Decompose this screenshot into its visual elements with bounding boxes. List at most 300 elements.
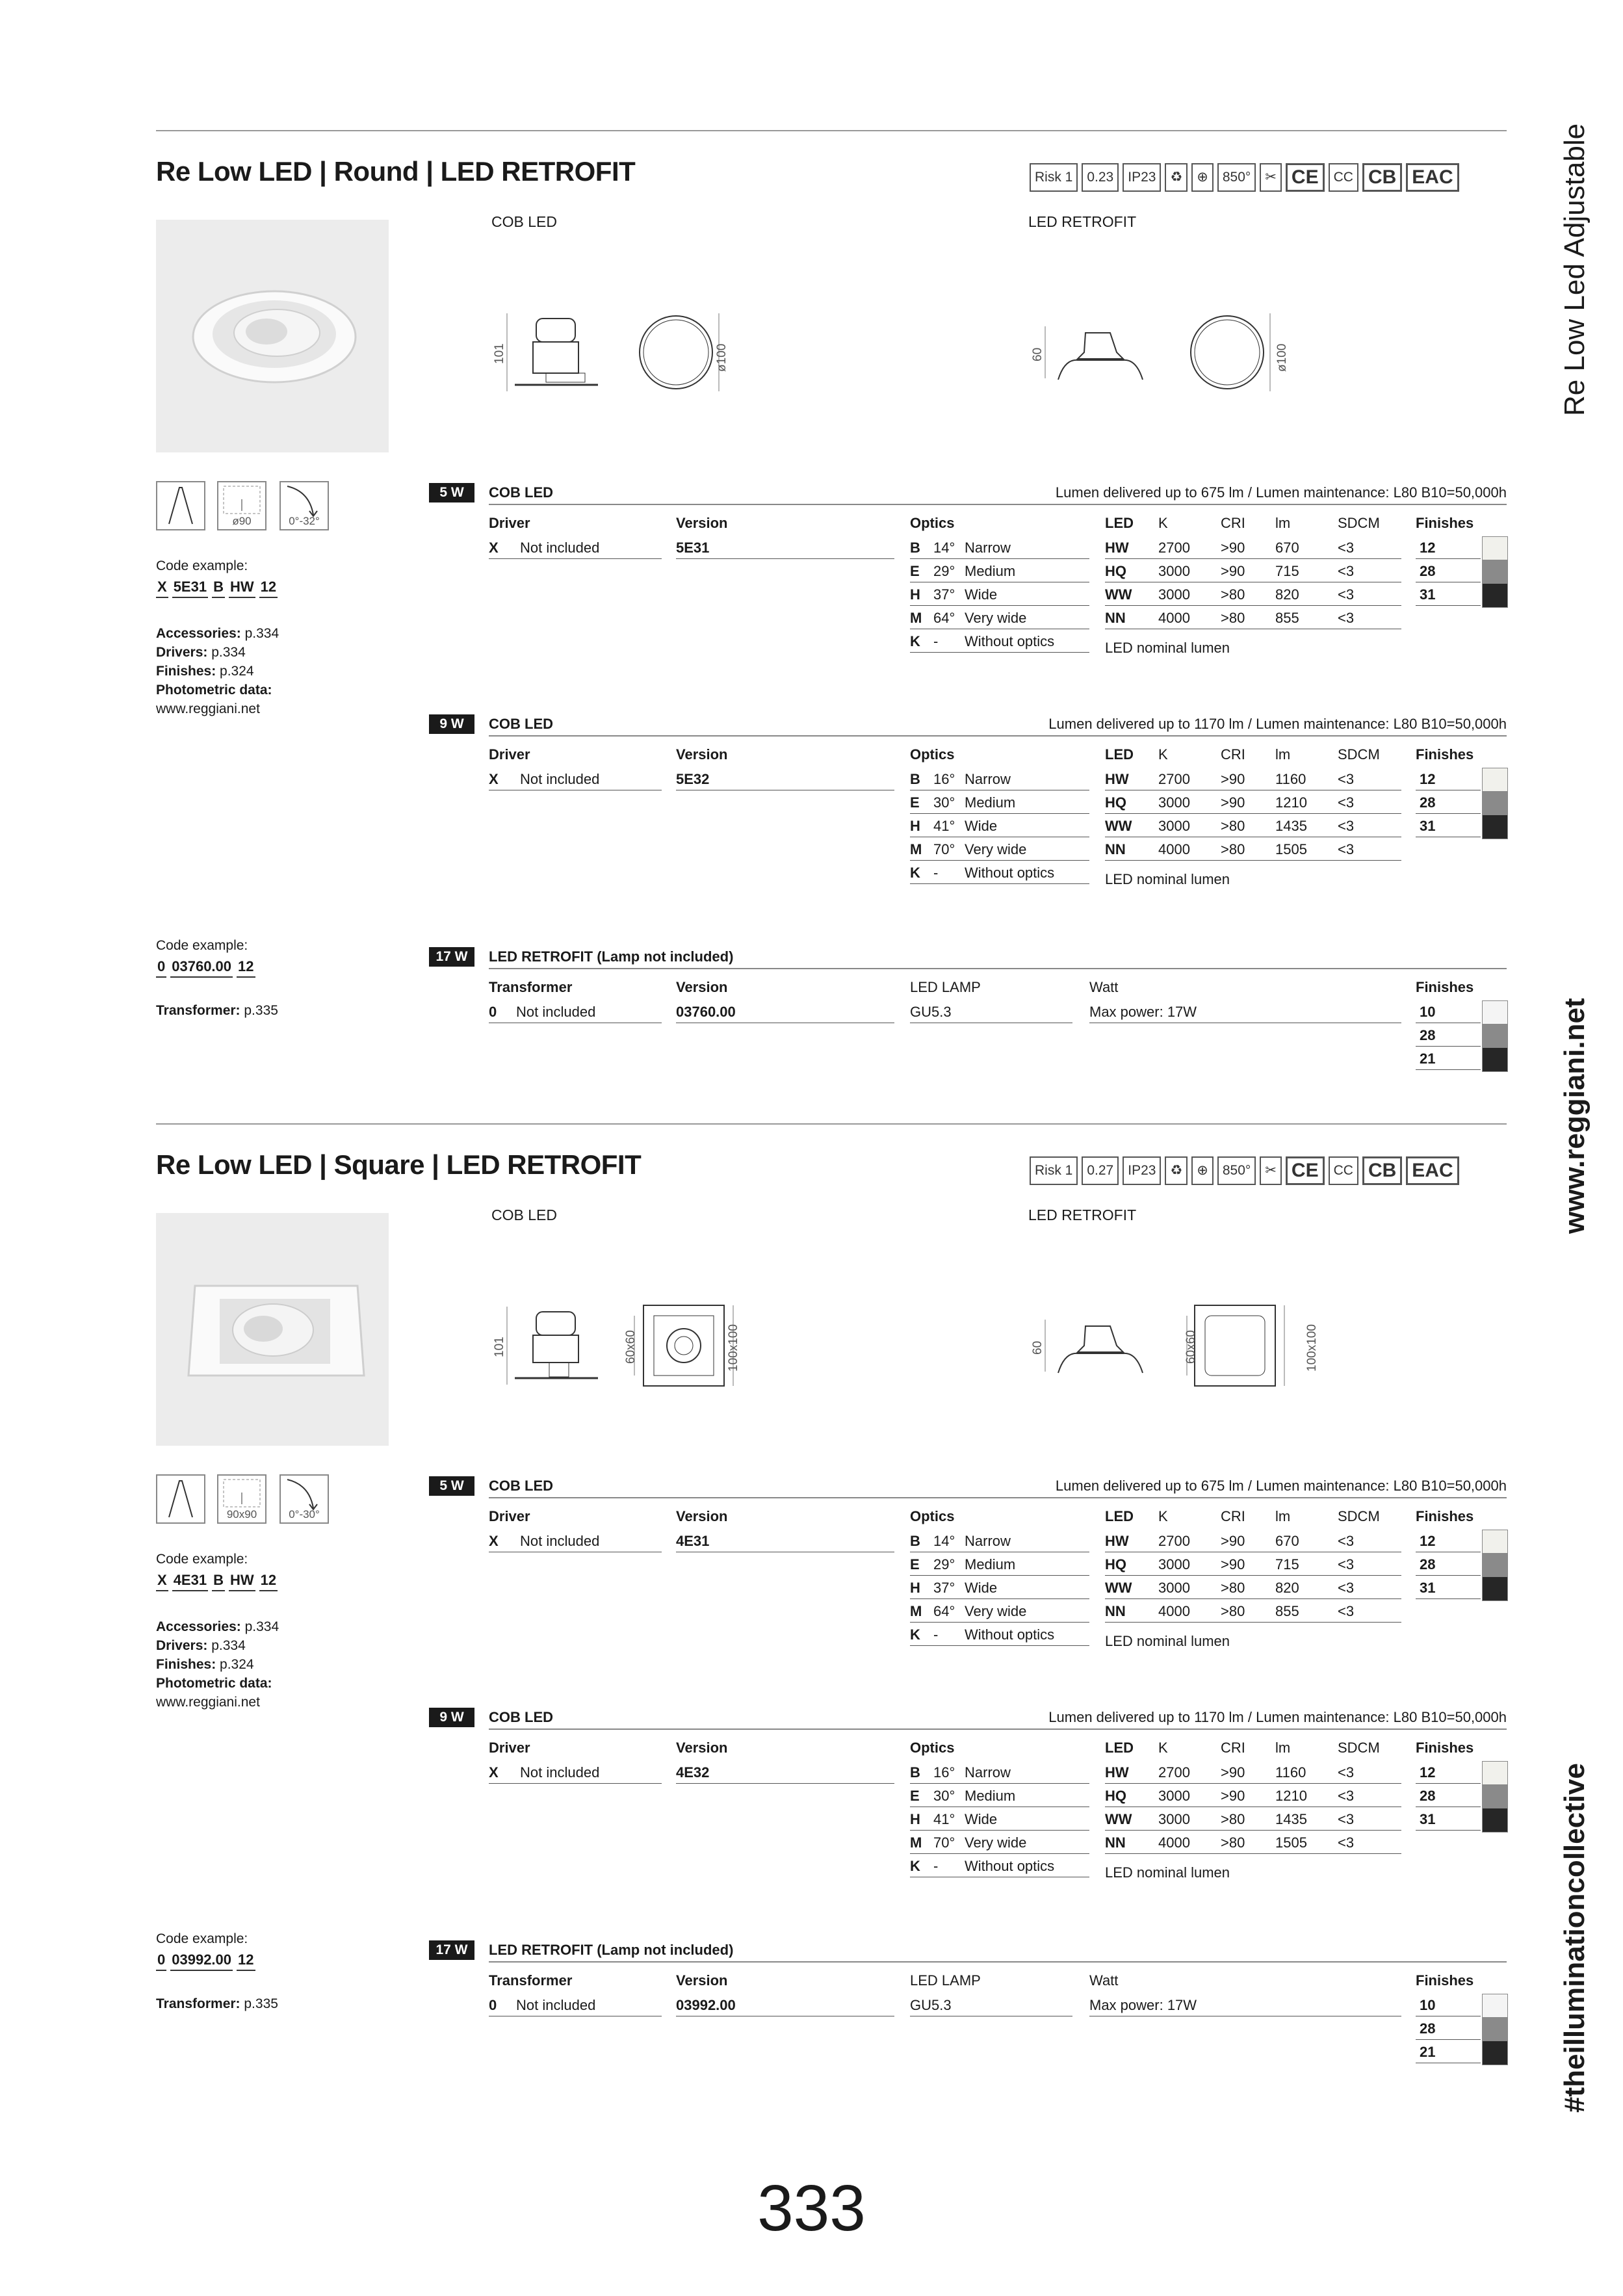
- dimension-label: 60x60: [1184, 1330, 1198, 1364]
- column-header: Optics: [910, 746, 955, 763]
- led-sdcm: <3: [1338, 1580, 1355, 1596]
- transformer-ref[interactable]: [156, 1994, 278, 2013]
- wattage-tag: 5 W: [429, 1476, 474, 1496]
- led-k: 3000: [1158, 563, 1190, 579]
- ref-page: p.324: [216, 1657, 254, 1672]
- code-segment: 12: [259, 1572, 278, 1591]
- column-header: Version: [676, 979, 728, 995]
- cutout-icon: [217, 481, 266, 530]
- led-k: 3000: [1158, 818, 1190, 834]
- row-line: [489, 558, 662, 559]
- section-divider: [156, 1123, 1507, 1125]
- led-nominal-note: LED nominal lumen: [1105, 640, 1230, 656]
- dimension-label: 60x60: [624, 1330, 638, 1364]
- led-lm: 1435: [1275, 818, 1307, 834]
- column-header: SDCM: [1338, 1740, 1380, 1756]
- ce-mark-icon: CE: [1286, 1156, 1325, 1185]
- column-header: Finishes: [1416, 1508, 1474, 1524]
- power-badge: 0.23: [1082, 163, 1119, 192]
- finish-swatch: [1482, 815, 1508, 839]
- led-lm: 715: [1275, 1556, 1299, 1572]
- led-sdcm: <3: [1338, 1556, 1355, 1572]
- ccc-icon: CC: [1329, 163, 1358, 192]
- finish-swatch: [1482, 583, 1508, 608]
- block-rule: [489, 1729, 1507, 1730]
- optic-name: Without optics: [965, 633, 1055, 649]
- icon-caption: 0°-32°: [289, 515, 320, 527]
- cb-mark-icon: CB: [1362, 163, 1402, 192]
- max-power: Max power: 17W: [1089, 1004, 1197, 1020]
- led-code: WW: [1105, 1811, 1132, 1827]
- column-header: Finishes: [1416, 1740, 1474, 1756]
- row-line: [1416, 1598, 1481, 1599]
- no-halogen-icon: ✂: [1260, 163, 1282, 192]
- led-sdcm: <3: [1338, 841, 1355, 857]
- ref-page: p.334: [207, 1638, 246, 1653]
- led-code: HW: [1105, 1764, 1129, 1781]
- row-line: [1416, 1069, 1481, 1070]
- drivers-ref[interactable]: [156, 643, 246, 662]
- optic-angle: 70°: [933, 841, 955, 857]
- optic-code: E: [910, 563, 920, 579]
- retrofit-drawing-label: LED RETROFIT: [1028, 213, 1137, 230]
- optic-angle: 64°: [933, 610, 955, 626]
- column-header: LED: [1105, 1508, 1134, 1524]
- column-header: K: [1158, 1508, 1168, 1524]
- led-cri: >80: [1221, 818, 1245, 834]
- block-type: COB LED: [489, 484, 553, 501]
- side-title-hashtag: #theilluminationcollective: [1559, 1763, 1591, 2113]
- led-k: 2700: [1158, 540, 1190, 556]
- driver-text: Not included: [520, 1764, 600, 1781]
- led-sdcm: <3: [1338, 818, 1355, 834]
- optic-name: Medium: [965, 794, 1016, 811]
- lamp-type: GU5.3: [910, 1004, 952, 1020]
- optic-name: Very wide: [965, 841, 1027, 857]
- ref-key: Accessories:: [156, 1619, 241, 1634]
- risk-badge: Risk 1: [1030, 163, 1078, 192]
- optic-code: K: [910, 633, 920, 649]
- optic-name: Narrow: [965, 1764, 1011, 1781]
- column-header: lm: [1275, 746, 1291, 763]
- led-nominal-note: LED nominal lumen: [1105, 1633, 1230, 1649]
- optic-angle: 29°: [933, 1556, 955, 1572]
- optic-code: M: [910, 841, 922, 857]
- led-sdcm: <3: [1338, 1834, 1355, 1851]
- led-cri: >90: [1221, 794, 1245, 811]
- block-type: COB LED: [489, 1709, 553, 1725]
- led-cri: >80: [1221, 1834, 1245, 1851]
- finish-swatch: [1482, 791, 1508, 816]
- led-k: 3000: [1158, 586, 1190, 603]
- version-code: 5E31: [676, 540, 710, 556]
- led-sdcm: <3: [1338, 1764, 1355, 1781]
- max-power: Max power: 17W: [1089, 1997, 1197, 2013]
- optic-code: H: [910, 1811, 920, 1827]
- optic-angle: 70°: [933, 1834, 955, 1851]
- wattage-tag: 9 W: [429, 714, 474, 734]
- row-line: [1105, 605, 1401, 606]
- row-line: [910, 860, 1089, 861]
- optic-angle: -: [933, 1626, 939, 1643]
- led-lm: 1210: [1275, 794, 1307, 811]
- code-example-title: Code example:: [156, 558, 248, 573]
- optic-angle: 64°: [933, 1603, 955, 1619]
- eac-mark-icon: EAC: [1406, 1156, 1459, 1185]
- code-example-title: Code example:: [156, 1552, 248, 1567]
- spotlight-illustration: [156, 1213, 389, 1446]
- led-cri: >80: [1221, 1811, 1245, 1827]
- lumen-note: Lumen delivered up to 675 lm / Lumen maintenance: L80 B10=50,000h: [1055, 1478, 1507, 1494]
- code-segment: HW: [229, 1572, 255, 1591]
- retrofit-code-example: [156, 958, 259, 978]
- optic-name: Wide: [965, 1580, 998, 1596]
- class-ii-icon: ⊕: [1191, 1156, 1214, 1185]
- dimension-label: 60: [1031, 347, 1045, 361]
- dimension-label: 101: [493, 1337, 506, 1357]
- column-header: lm: [1275, 515, 1291, 531]
- row-line: [1416, 605, 1481, 606]
- section-divider: [156, 130, 1507, 131]
- retrofit-technical-drawing: [1026, 1294, 1299, 1404]
- led-code: HW: [1105, 540, 1129, 556]
- column-header: SDCM: [1338, 746, 1380, 763]
- finish-code: 12: [1420, 1533, 1436, 1549]
- optic-name: Medium: [965, 563, 1016, 579]
- row-line: [910, 558, 1089, 559]
- block-type: LED RETROFIT (Lamp not included): [489, 1942, 734, 1958]
- optic-name: Narrow: [965, 1533, 1011, 1549]
- optic-angle: 29°: [933, 563, 955, 579]
- ip-rating-badge: IP23: [1123, 1156, 1161, 1185]
- website-link[interactable]: www.reggiani.net: [156, 1695, 260, 1710]
- optic-code: H: [910, 1580, 920, 1596]
- row-line: [1105, 1830, 1401, 1831]
- led-lm: 820: [1275, 586, 1299, 603]
- code-segment: 5E31: [172, 579, 208, 598]
- ref-key: Transformer:: [156, 1996, 240, 2011]
- column-header: Driver: [489, 1740, 530, 1756]
- led-cri: >90: [1221, 540, 1245, 556]
- led-nominal-note: LED nominal lumen: [1105, 1864, 1230, 1881]
- finish-code: 31: [1420, 818, 1436, 834]
- finish-code: 28: [1420, 1556, 1436, 1572]
- led-lm: 855: [1275, 610, 1299, 626]
- website-link[interactable]: www.reggiani.net: [156, 701, 260, 716]
- led-code: HQ: [1105, 794, 1126, 811]
- lumen-note: Lumen delivered up to 675 lm / Lumen maintenance: L80 B10=50,000h: [1055, 484, 1507, 501]
- led-code: NN: [1105, 841, 1126, 857]
- optic-code: H: [910, 818, 920, 834]
- finish-swatch: [1482, 1000, 1508, 1025]
- ref-key: Photometric data:: [156, 1676, 272, 1691]
- code-segment: X: [156, 579, 168, 598]
- column-header: CRI: [1221, 746, 1245, 763]
- dimension-label: 60: [1031, 1340, 1045, 1355]
- driver-text: Not included: [520, 771, 600, 787]
- finish-swatch: [1482, 1047, 1508, 1072]
- led-sdcm: <3: [1338, 586, 1355, 603]
- cob-drawing-label: COB LED: [491, 1207, 557, 1223]
- driver-code: X: [489, 771, 499, 787]
- lamp-type: GU5.3: [910, 1997, 952, 2013]
- ref-page: p.335: [240, 1003, 278, 1018]
- row-line: [910, 652, 1089, 653]
- row-line: [1416, 813, 1481, 814]
- ref-key: Drivers:: [156, 645, 208, 660]
- driver-text: Not included: [520, 540, 600, 556]
- row-line: [910, 1783, 1089, 1784]
- transformer-ref[interactable]: [156, 1001, 278, 1020]
- led-k: 3000: [1158, 1788, 1190, 1804]
- led-cri: >90: [1221, 771, 1245, 787]
- code-segment: 0: [156, 1951, 166, 1971]
- code-segment: HW: [229, 579, 255, 598]
- finish-swatch: [1482, 1808, 1508, 1833]
- led-lm: 1505: [1275, 841, 1307, 857]
- led-lm: 855: [1275, 1603, 1299, 1619]
- column-header: Finishes: [1416, 746, 1474, 763]
- column-header: Optics: [910, 1508, 955, 1524]
- finishes-ref[interactable]: [156, 662, 254, 681]
- optic-name: Wide: [965, 1811, 998, 1827]
- column-header: K: [1158, 1740, 1168, 1756]
- led-code: HW: [1105, 771, 1129, 787]
- column-header: K: [1158, 515, 1168, 531]
- led-cri: >90: [1221, 563, 1245, 579]
- row-line: [910, 1830, 1089, 1831]
- column-header: SDCM: [1338, 1508, 1380, 1524]
- led-lm: 1210: [1275, 1788, 1307, 1804]
- finish-swatch: [1482, 1530, 1508, 1554]
- optic-angle: 14°: [933, 540, 955, 556]
- column-header: LED LAMP: [910, 979, 981, 995]
- certification-badges: [1030, 163, 1459, 192]
- optic-code: B: [910, 1764, 920, 1781]
- finish-swatch: [1482, 1576, 1508, 1601]
- finish-code: 21: [1420, 1050, 1436, 1067]
- tilt-angle-icon: [279, 481, 329, 530]
- optic-code: B: [910, 1533, 920, 1549]
- optic-code: B: [910, 771, 920, 787]
- finish-swatch: [1482, 1553, 1508, 1578]
- accessories-ref[interactable]: [156, 1617, 279, 1636]
- led-cri: >80: [1221, 1580, 1245, 1596]
- finish-swatch: [1482, 2017, 1508, 2042]
- led-k: 4000: [1158, 1603, 1190, 1619]
- code-segment: 03760.00: [170, 958, 233, 978]
- transformer-code: 0: [489, 1997, 497, 2013]
- led-cri: >80: [1221, 841, 1245, 857]
- led-lm: 1160: [1275, 1764, 1306, 1781]
- version-code: 4E31: [676, 1533, 710, 1549]
- optic-name: Medium: [965, 1556, 1016, 1572]
- led-code: NN: [1105, 1834, 1126, 1851]
- ref-page: p.334: [240, 626, 279, 641]
- column-header: Transformer: [489, 979, 573, 995]
- optic-code: E: [910, 1556, 920, 1572]
- transformer-text: Not included: [516, 1004, 596, 1020]
- row-line: [1105, 558, 1401, 559]
- column-header: LED LAMP: [910, 1972, 981, 1989]
- driver-code: X: [489, 540, 499, 556]
- optic-angle: 30°: [933, 794, 955, 811]
- side-title-product: Re Low Led Adjustable: [1559, 123, 1591, 416]
- version-code: 03992.00: [676, 1997, 736, 2013]
- led-code: NN: [1105, 1603, 1126, 1619]
- column-header: Watt: [1089, 979, 1119, 995]
- retrofit-drawing-label: LED RETROFIT: [1028, 1207, 1137, 1223]
- block-rule: [489, 1497, 1507, 1498]
- transformer-text: Not included: [516, 1997, 596, 2013]
- lumen-note: Lumen delivered up to 1170 lm / Lumen maintenance: L80 B10=50,000h: [1048, 716, 1507, 732]
- glow-wire-badge: 850°: [1217, 163, 1256, 192]
- optic-code: B: [910, 540, 920, 556]
- row-line: [910, 1645, 1089, 1646]
- retrofit-technical-drawing: [1026, 300, 1299, 411]
- led-sdcm: <3: [1338, 1603, 1355, 1619]
- finish-code: 28: [1420, 563, 1436, 579]
- led-code: HQ: [1105, 563, 1126, 579]
- row-line: [1416, 1783, 1481, 1784]
- led-lm: 670: [1275, 540, 1299, 556]
- led-code: WW: [1105, 818, 1132, 834]
- column-header: LED: [1105, 746, 1134, 763]
- optic-code: H: [910, 586, 920, 603]
- wattage-tag: 5 W: [429, 483, 474, 502]
- column-header: CRI: [1221, 515, 1245, 531]
- led-lm: 1435: [1275, 1811, 1307, 1827]
- column-header: Optics: [910, 1740, 955, 1756]
- finish-swatch: [1482, 1994, 1508, 2018]
- led-k: 2700: [1158, 1533, 1190, 1549]
- optic-angle: 30°: [933, 1788, 955, 1804]
- tilt-angle-icon: [279, 1474, 329, 1524]
- code-segment: B: [212, 1572, 225, 1591]
- optic-name: Very wide: [965, 610, 1027, 626]
- section-title: Re Low LED | Round | LED RETROFIT: [156, 156, 636, 187]
- optic-name: Narrow: [965, 540, 1011, 556]
- optic-code: K: [910, 865, 920, 881]
- retrofit-code-example: [156, 1951, 259, 1971]
- photometric-ref: [156, 681, 272, 699]
- drivers-ref[interactable]: [156, 1636, 246, 1655]
- wattage-tag: 17 W: [429, 947, 474, 967]
- led-cri: >80: [1221, 1603, 1245, 1619]
- code-example-title: Code example:: [156, 938, 248, 953]
- row-line: [1105, 1575, 1401, 1576]
- block-rule: [489, 504, 1507, 505]
- ref-key: Accessories:: [156, 626, 241, 641]
- row-line: [1105, 1853, 1401, 1854]
- no-halogen-icon: ✂: [1260, 1156, 1282, 1185]
- finish-code: 12: [1420, 1764, 1436, 1781]
- led-nominal-note: LED nominal lumen: [1105, 871, 1230, 887]
- block-rule: [489, 968, 1507, 969]
- led-k: 3000: [1158, 794, 1190, 811]
- column-header: Driver: [489, 1508, 530, 1524]
- risk-badge: Risk 1: [1030, 1156, 1078, 1185]
- led-sdcm: <3: [1338, 794, 1355, 811]
- finish-code: 31: [1420, 1811, 1436, 1827]
- optic-code: E: [910, 1788, 920, 1804]
- led-k: 3000: [1158, 1811, 1190, 1827]
- finish-swatch: [1482, 1784, 1508, 1809]
- icon-caption: ø90: [232, 515, 252, 527]
- row-line: [1416, 1575, 1481, 1576]
- ref-page: p.334: [240, 1619, 279, 1634]
- finish-code: 31: [1420, 586, 1436, 603]
- certification-badges: [1030, 1156, 1459, 1185]
- optic-angle: 14°: [933, 1533, 955, 1549]
- optic-name: Medium: [965, 1788, 1016, 1804]
- ref-key: Photometric data:: [156, 683, 272, 698]
- led-cri: >80: [1221, 610, 1245, 626]
- row-line: [1105, 813, 1401, 814]
- column-header: Version: [676, 746, 728, 763]
- version-code: 5E32: [676, 771, 710, 787]
- photometric-ref: [156, 1674, 272, 1693]
- row-line: [910, 813, 1089, 814]
- accessories-ref[interactable]: [156, 624, 279, 643]
- recycle-icon: ♻: [1165, 163, 1188, 192]
- column-header: CRI: [1221, 1508, 1245, 1524]
- driver-code: X: [489, 1533, 499, 1549]
- optic-code: K: [910, 1858, 920, 1874]
- side-title-website[interactable]: www.reggiani.net: [1559, 998, 1591, 1234]
- finish-code: 28: [1420, 2020, 1436, 2037]
- row-line: [1416, 558, 1481, 559]
- dimension-label: ø100: [1275, 343, 1289, 372]
- ref-key: Transformer:: [156, 1003, 240, 1018]
- ref-page: p.335: [240, 1996, 278, 2011]
- optic-name: Wide: [965, 586, 998, 603]
- finish-code: 10: [1420, 1004, 1436, 1020]
- optic-angle: 41°: [933, 1811, 955, 1827]
- row-line: [676, 558, 894, 559]
- finish-code: 31: [1420, 1580, 1436, 1596]
- wattage-tag: 9 W: [429, 1708, 474, 1727]
- finishes-ref[interactable]: [156, 1655, 254, 1674]
- led-sdcm: <3: [1338, 540, 1355, 556]
- column-header: lm: [1275, 1740, 1291, 1756]
- finish-code: 10: [1420, 1997, 1436, 2013]
- column-header: Driver: [489, 746, 530, 763]
- code-segment: 03992.00: [170, 1951, 233, 1971]
- row-line: [1416, 2039, 1481, 2040]
- page-number: 333: [757, 2172, 866, 2245]
- optic-name: Without optics: [965, 1858, 1055, 1874]
- led-lm: 1505: [1275, 1834, 1307, 1851]
- optic-angle: -: [933, 633, 939, 649]
- led-lm: 715: [1275, 563, 1299, 579]
- version-code: 4E32: [676, 1764, 710, 1781]
- ref-page: p.324: [216, 664, 254, 679]
- power-badge: 0.27: [1082, 1156, 1119, 1185]
- block-type: LED RETROFIT (Lamp not included): [489, 948, 734, 965]
- optic-code: M: [910, 1834, 922, 1851]
- optic-angle: 16°: [933, 771, 955, 787]
- led-sdcm: <3: [1338, 1533, 1355, 1549]
- optic-name: Wide: [965, 818, 998, 834]
- row-line: [1105, 1783, 1401, 1784]
- column-header: LED: [1105, 1740, 1134, 1756]
- code-example: [156, 579, 281, 598]
- transformer-code: 0: [489, 1004, 497, 1020]
- finish-code: 21: [1420, 2044, 1436, 2060]
- code-segment: 12: [237, 958, 255, 978]
- led-k: 2700: [1158, 771, 1190, 787]
